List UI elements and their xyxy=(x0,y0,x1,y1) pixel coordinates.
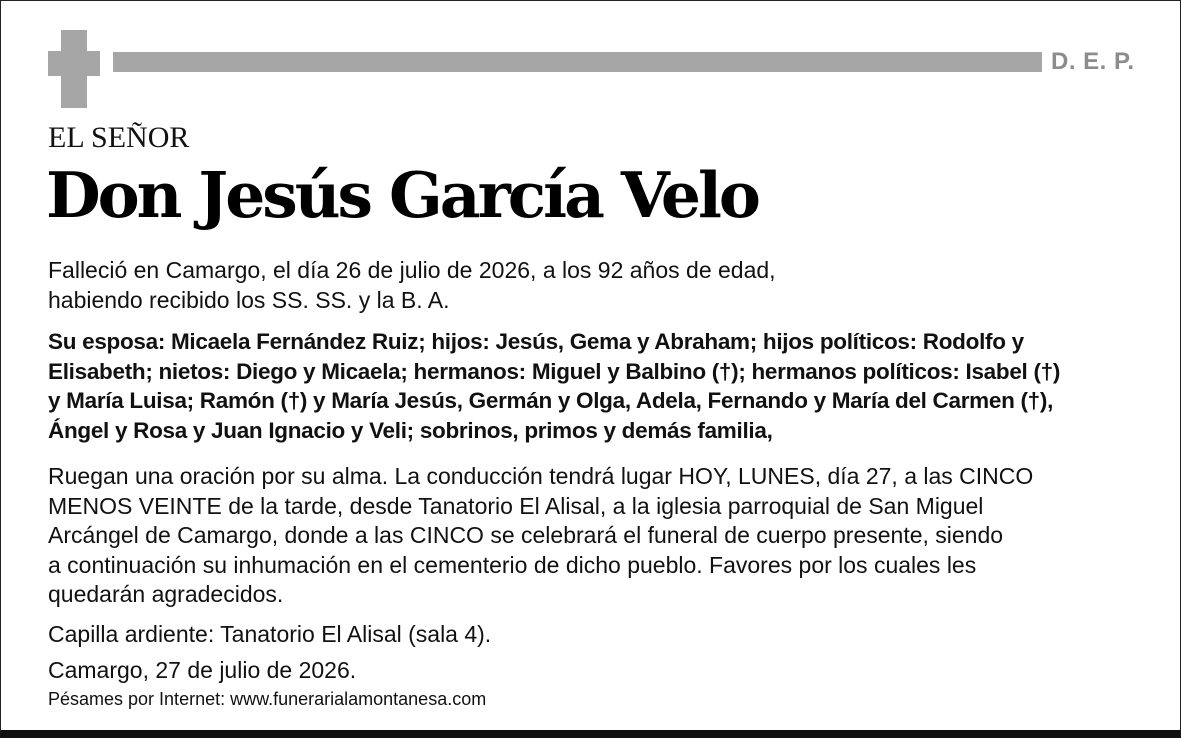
family-line: Ángel y Rosa y Juan Ignacio y Veli; sobrinos, primos y demás familia, xyxy=(48,417,773,443)
honorific-prefix: EL SEÑOR xyxy=(48,121,190,154)
dep-label: D. E. P. xyxy=(1051,48,1135,75)
service-line: a continuación su inhumación en el cementerio de dicho pueblo. Favores por los cuales les xyxy=(48,551,977,578)
family-line: y María Luisa; Ramón (†) y María Jesús, Germán y Olga, Adela, Fernando y María del Carmen (†), xyxy=(48,388,1054,413)
death-notice-line: habiendo recibido los SS. SS. y la B. A. xyxy=(48,286,450,313)
family-line: Su esposa: Micaela Fernández Ruiz; hijos: Jesús, Gema y Abraham; hijos políticos: Rodolfo y xyxy=(48,329,1024,354)
family-line: Elisabeth; nietos: Diego y Micaela; hermanos: Miguel y Balbino (†); hermanos políticos: Isabel (†) xyxy=(48,358,1061,384)
service-details xyxy=(48,462,1158,610)
service-line: Ruegan una oración por su alma. La conducción tendrá lugar HOY, LUNES, día 27, a las CINCO xyxy=(48,463,1034,489)
place-date-line: Camargo, 27 de julio de 2026. xyxy=(48,657,357,683)
death-notice xyxy=(48,256,1158,315)
family-list xyxy=(48,327,1158,445)
header-rule xyxy=(113,52,1042,72)
chapel-line: Capilla ardiente: Tanatorio El Alisal (sala 4). xyxy=(48,621,492,647)
service-line: Arcángel de Camargo, donde a las CINCO se celebrará el funeral de cuerpo presente, siendo xyxy=(48,522,1004,548)
service-line: quedarán agradecidos. xyxy=(48,581,284,607)
death-notice-line: Falleció en Camargo, el día 26 de julio de 2026, a los 92 años de edad, xyxy=(48,257,776,283)
deceased-name: Don Jesús García Velo xyxy=(46,158,758,232)
cross-icon xyxy=(48,30,100,108)
cross-horizontal-bar xyxy=(48,51,100,76)
service-line: MENOS VEINTE de la tarde, desde Tanatorio El Alisal, a la iglesia parroquial de San Miguel xyxy=(48,492,984,519)
chapel-info xyxy=(48,620,1158,650)
condolences-website: Pésames por Internet: www.funerarialamontanesa.com xyxy=(48,689,487,709)
place-date xyxy=(48,656,1158,686)
